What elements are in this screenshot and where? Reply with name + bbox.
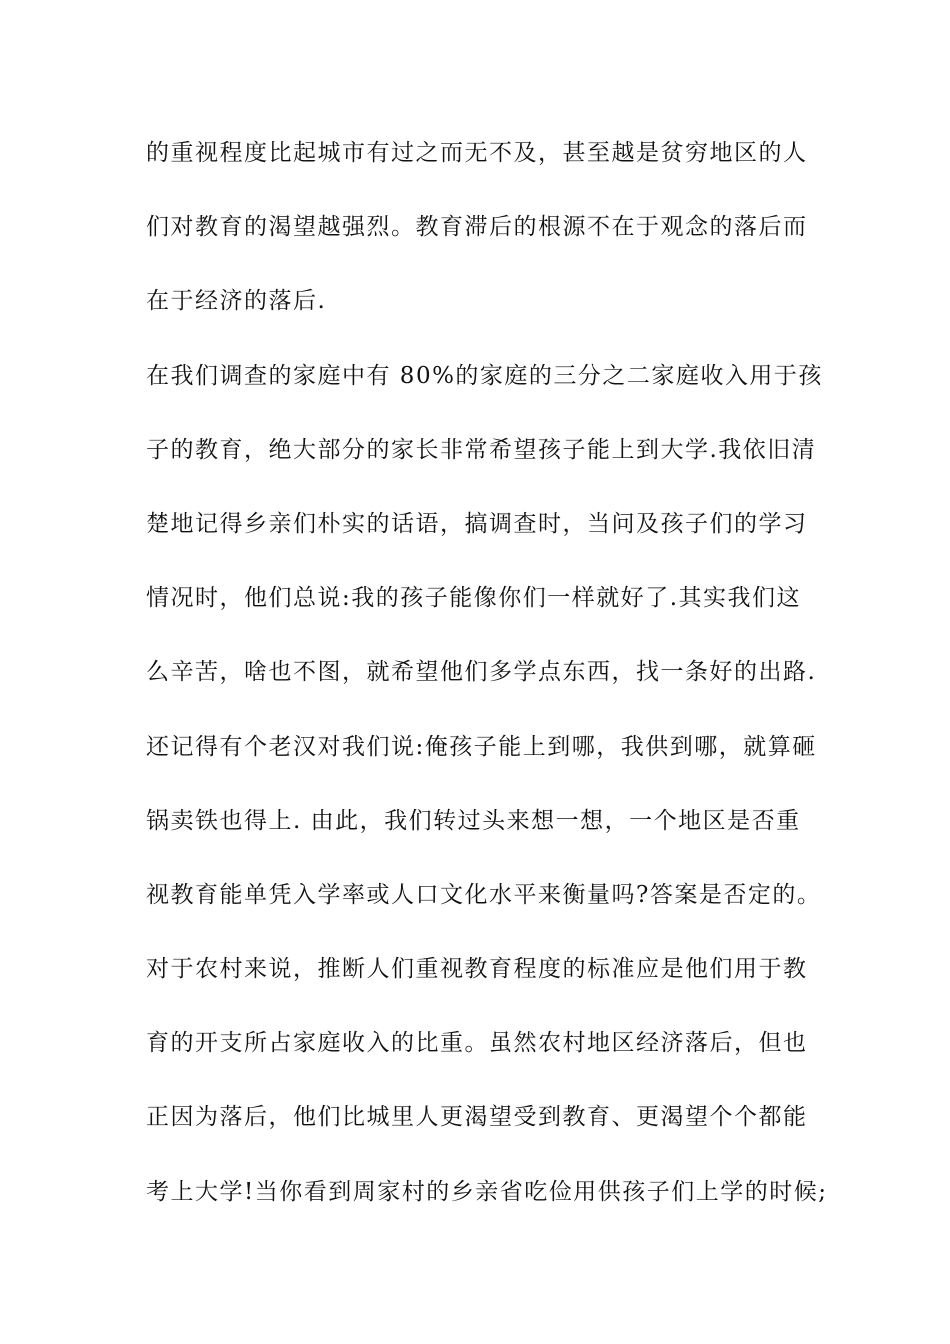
text-line: 们对教育的渴望越强烈。教育滞后的根源不在于观念的落后而 xyxy=(146,214,808,241)
text-line: 锅卖铁也得上. 由此，我们转过头来想一想，一个地区是否重 xyxy=(146,807,801,834)
text-line: 考上大学!当你看到周家村的乡亲省吃俭用供孩子们上学的时候; xyxy=(146,1178,828,1205)
text-line: 在于经济的落后. xyxy=(146,288,327,315)
text-line: 视教育能单凭入学率或人口文化水平来衡量吗?答案是否定的。 xyxy=(146,881,822,908)
body-text xyxy=(146,128,846,1241)
text-line: 子的教育，绝大部分的家长非常希望孩子能上到大学.我依旧清 xyxy=(146,436,817,463)
text-line: 的重视程度比起城市有过之而无不及，甚至越是贫穷地区的人 xyxy=(146,140,808,166)
text-line: 育的开支所占家庭收入的比重。虽然农村地区经济落后，但也 xyxy=(146,1030,808,1057)
text-line: 在我们调查的家庭中有 80%的家庭的三分之二家庭收入用于孩 xyxy=(146,362,823,389)
text-line: 对于农村来说，推断人们重视教育程度的标准应是他们用于教 xyxy=(146,956,808,983)
text-line: 还记得有个老汉对我们说:俺孩子能上到哪，我供到哪，就算砸 xyxy=(146,733,817,760)
text-line: 么辛苦，啥也不图，就希望他们多学点东西，找一条好的出路. xyxy=(146,659,817,686)
text-line: 正因为落后，他们比城里人更渴望受到教育、更渴望个个都能 xyxy=(146,1104,808,1131)
text-line: 情况时，他们总说:我的孩子能像你们一样就好了.其实我们这 xyxy=(146,585,802,612)
text-line: 楚地记得乡亲们朴实的话语，搞调查时，当问及孩子们的学习 xyxy=(146,510,808,537)
